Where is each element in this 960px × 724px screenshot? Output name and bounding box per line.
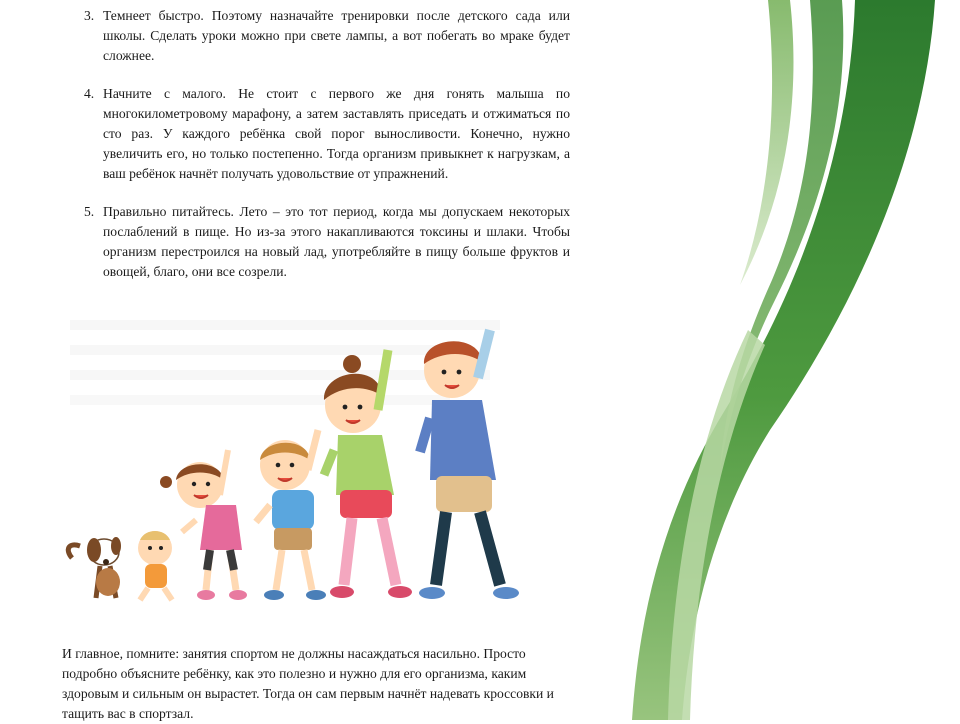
- family-exercise-illustration: [60, 300, 580, 615]
- item-number: 3.: [84, 8, 95, 23]
- dog-figure: [68, 537, 121, 598]
- item-text: Темнеет быстро. Поэтому назначайте тренировки после детского сада или школы. Сделать уроки можно при свете лампы, а вот побегать во мраке будет сложнее.: [103, 8, 570, 63]
- list-item: [84, 6, 570, 66]
- father-figure: [419, 330, 519, 599]
- tips-list: [84, 6, 570, 300]
- baby-figure: [138, 531, 172, 600]
- boy-figure: [256, 430, 326, 600]
- item-text: Начните с малого. Не стоит с первого же дня гонять малыша по многокилометровому марафону, а затем заставлять приседать и отжиматься по сто раз. У каждого ребёнка свой порог выносливости. Конечно, нужно увеличить его, но только постепенно. Тогда организм привыкнет к нагрузкам, а ваш ребёнок начнёт получать удовольствие от упражнений.: [103, 86, 570, 181]
- girl-figure: [160, 450, 247, 600]
- item-text: Правильно питайтесь. Лето – это тот период, когда мы допускаем некоторых послаблений в пище. Но из-за этого накапливаются токсины и шлаки. Чтобы организм перестроился на новый лад, употребляйте в пищу больше фруктов и овощей, благо, они все созрели.: [103, 204, 570, 279]
- item-number: 5.: [84, 204, 95, 219]
- list-item: [84, 202, 570, 282]
- mother-figure: [324, 350, 412, 598]
- closing-paragraph: И главное, помните: занятия спортом не должны насаждаться насильно. Просто подробно объясните ребёнку, как это полезно и нужно для его организма, каким здоровым и сильным он вырастет. Тогда он сам первым начнёт надевать кроссовки и тащить вас в спортзал.: [62, 646, 554, 721]
- list-item: [84, 84, 570, 184]
- item-number: 4.: [84, 86, 95, 101]
